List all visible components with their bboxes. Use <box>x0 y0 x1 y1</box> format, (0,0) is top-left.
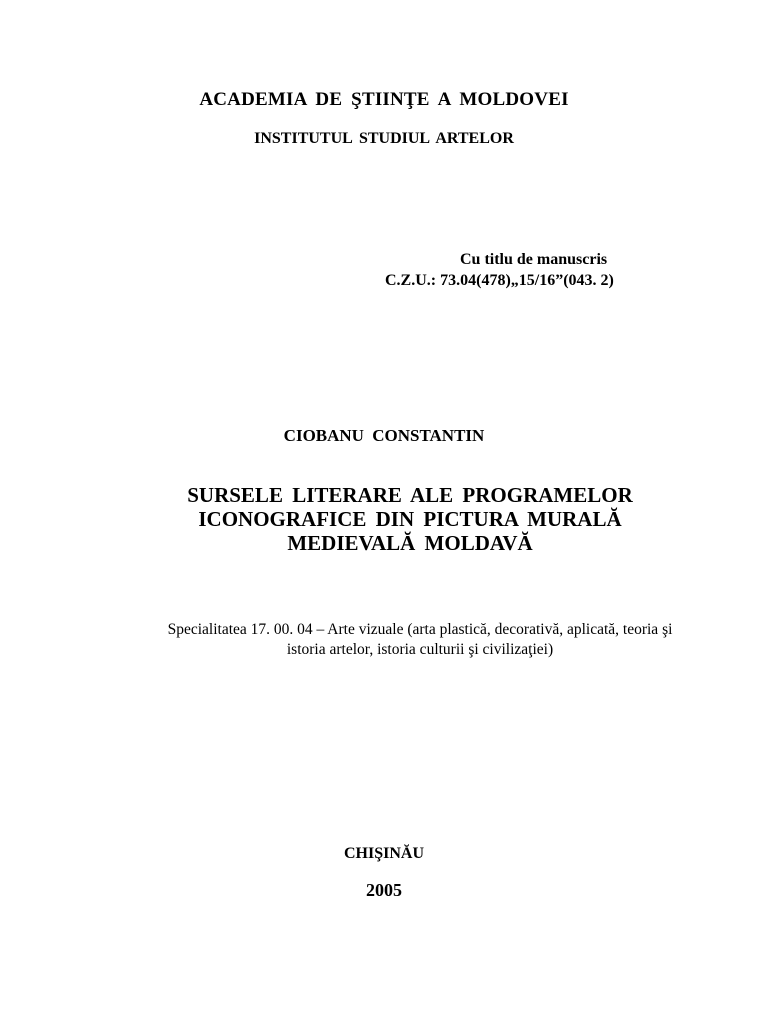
thesis-title-line: ICONOGRAFICE DIN PICTURA MURALĂ <box>198 507 622 531</box>
manuscript-note: Cu titlu de manuscris <box>460 251 608 268</box>
thesis-title-line: SURSELE LITERARE ALE PROGRAMELOR <box>187 483 633 507</box>
thesis-title-line: MEDIEVALĂ MOLDAVĂ <box>287 531 533 555</box>
academy-name: ACADEMIA DE ŞTIINŢE A MOLDOVEI <box>199 89 569 110</box>
author-name: CIOBANU CONSTANTIN <box>283 426 485 445</box>
institute-name: INSTITUTUL STUDIUL ARTELOR <box>254 130 514 147</box>
thesis-title <box>150 483 670 555</box>
city-name: CHIŞINĂU <box>343 845 424 862</box>
publication-year: 2005 <box>366 880 402 900</box>
czu-classification: C.Z.U.: 73.04(478)„15/16”(043. 2) <box>385 272 614 289</box>
specialty-line: istoria artelor, istoria culturii şi civilizaţiei) <box>286 641 554 658</box>
specialty-description <box>110 620 730 660</box>
specialty-line: Specialitatea 17. 00. 04 – Arte vizuale (arta plastică, decorativă, aplicată, teoria şi <box>167 621 673 638</box>
